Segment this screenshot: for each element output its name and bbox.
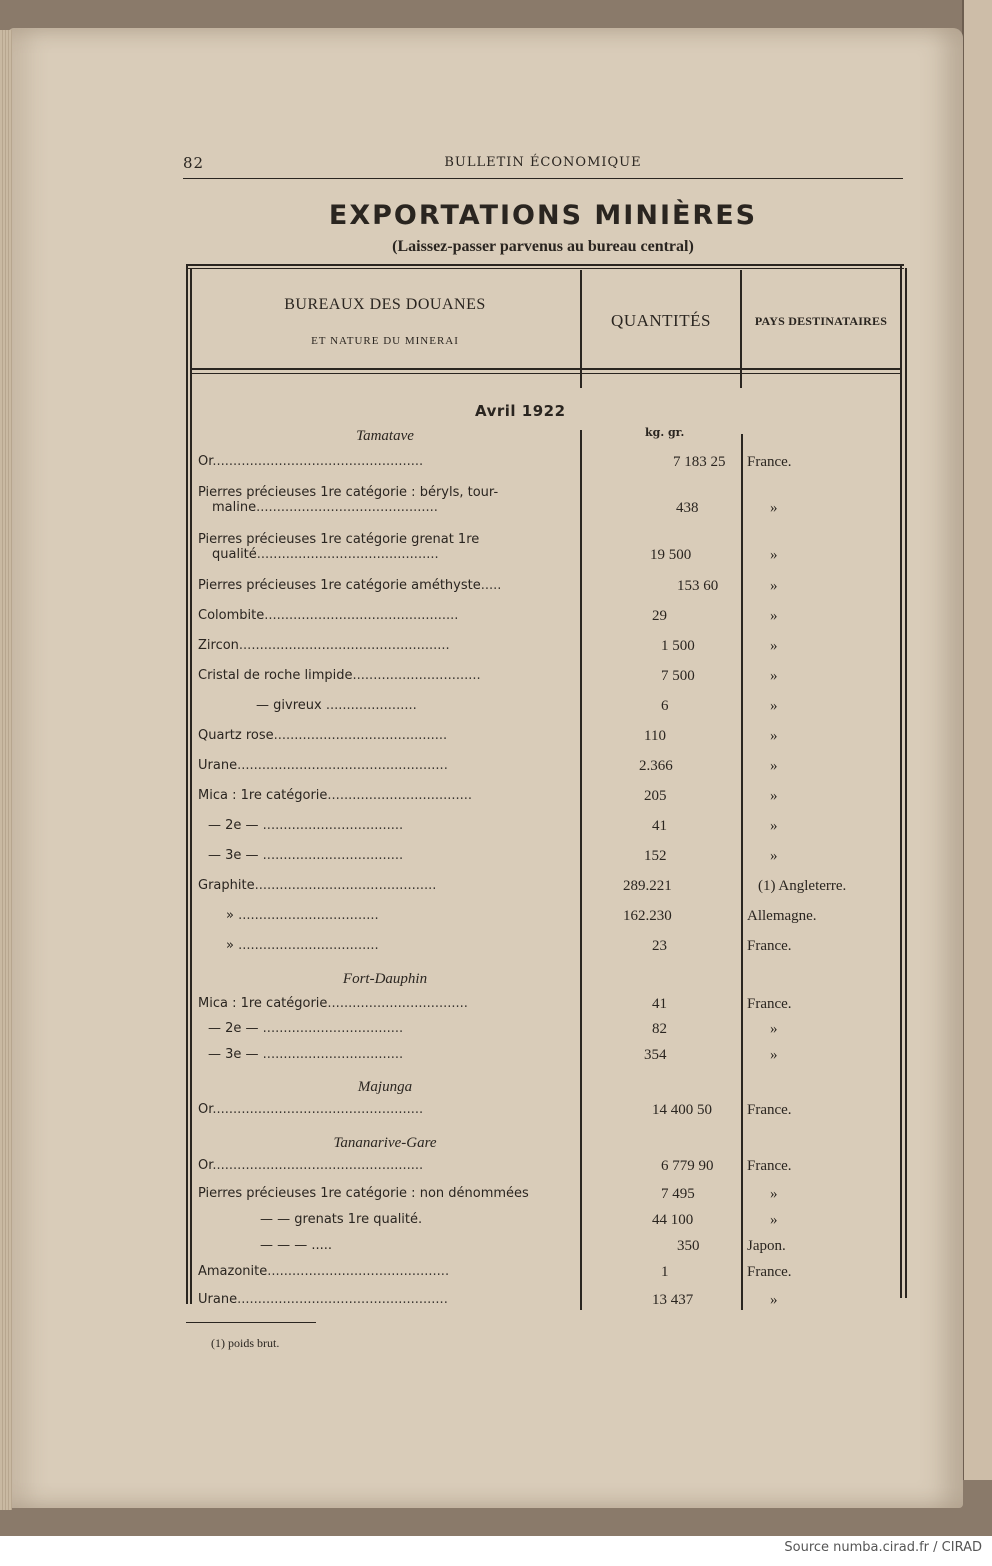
quantity-value: 152: [644, 848, 667, 864]
mineral-label: — 2e —: [208, 1021, 259, 1036]
mineral-label: maline: [212, 500, 257, 515]
table-row: » .................................. 23 France.: [198, 938, 898, 958]
destination-value: »: [770, 1047, 778, 1063]
mineral-label: »: [226, 908, 234, 923]
table-right-rule: [900, 264, 902, 1298]
header-bottom-rule-thin: [190, 373, 902, 374]
table-row: Mica : 1re catégorie.................................. 41 France.: [198, 996, 898, 1016]
header-rule: [183, 178, 903, 179]
mineral-label: Pierres précieuses 1re catégorie : non dénommées: [198, 1186, 529, 1201]
mineral-label: Mica : 1re catégorie: [198, 788, 328, 803]
table-row: — 3e — .................................. 152 »: [198, 848, 898, 868]
destination-value: »: [770, 578, 778, 594]
mineral-label: Graphite: [198, 878, 255, 893]
mineral-label: — 3e —: [208, 1047, 259, 1062]
mineral-label: Pierres précieuses 1re catégorie améthyste: [198, 578, 481, 593]
place-heading: Tamatave: [356, 428, 414, 444]
col-header-quantites: QUANTITÉS: [611, 311, 711, 330]
mineral-label: Or: [198, 1102, 213, 1117]
period-heading: Avril 1922: [475, 402, 566, 420]
table-row: Pierres précieuses 1re catégorie améthyste..... 153 60 »: [198, 578, 898, 598]
table-top-rule-thin: [186, 268, 904, 269]
running-head: [183, 154, 903, 176]
table-row: — 3e — .................................. 354 »: [198, 1047, 898, 1067]
table-row: Or................................................... 6 779 90 France.: [198, 1158, 898, 1178]
col-header-bureaux: BUREAUX DES DOUANES: [284, 296, 486, 313]
footnote-rule: [186, 1322, 316, 1323]
quantity-value: 82: [652, 1021, 667, 1037]
mineral-label: — givreux: [256, 698, 322, 713]
destination-value: Allemagne.: [747, 908, 817, 924]
destination-value: »: [770, 698, 778, 714]
adjacent-page-edge: [962, 0, 992, 1480]
quantity-value: 1: [661, 1264, 669, 1280]
quantity-value: 41: [652, 818, 667, 834]
place-heading: Majunga: [357, 1079, 413, 1095]
mineral-label: Quartz rose: [198, 728, 274, 743]
destination-value: »: [770, 1021, 778, 1037]
col2-header-divider: [740, 270, 742, 388]
mineral-label-line1: Pierres précieuses 1re catégorie grenat 1re: [198, 532, 480, 547]
table-row: Colombite............................................... 29 »: [198, 608, 898, 628]
table-row: [198, 1186, 898, 1206]
destination-value: France.: [747, 996, 792, 1012]
table-row: Cristal de roche limpide............................... 7 500 »: [198, 668, 898, 688]
mineral-label: Colombite: [198, 608, 265, 623]
quantity-value: 29: [652, 608, 667, 624]
mineral-label: Or: [198, 1158, 213, 1173]
table-row: Or................................................... 7 183 25 France.: [198, 454, 898, 474]
table-row: Mica : 1re catégorie................................... 205 »: [198, 788, 898, 808]
mineral-label: Zircon: [198, 638, 239, 653]
destination-value: »: [770, 728, 778, 744]
table-row: Pierres précieuses 1re catégorie : béryls, tour- maline............................................ 438 »: [198, 500, 898, 520]
destination-value: France.: [747, 938, 792, 954]
destination-value: France.: [747, 1102, 792, 1118]
table-row: [198, 1212, 898, 1232]
mineral-label: Or: [198, 454, 213, 469]
destination-value: (1) Angleterre.: [758, 878, 847, 894]
table-row: Graphite............................................ 289.221 (1) Angleterre.: [198, 878, 898, 898]
quantity-units: kg. gr.: [645, 426, 685, 439]
quantity-value: 110: [644, 728, 666, 744]
quantity-value: 7 495: [661, 1186, 695, 1202]
table-top-rule: [186, 264, 904, 266]
destination-value: »: [770, 1186, 778, 1202]
table-row: Quartz rose.......................................... 110 »: [198, 728, 898, 748]
footnote: (1) poids brut.: [211, 1336, 280, 1350]
place-heading: Fort-Dauphin: [342, 971, 428, 987]
table-row: Urane................................................... 2.366 »: [198, 758, 898, 778]
quantity-value: 23: [652, 938, 667, 954]
page-title: EXPORTATIONS MINIÈRES: [328, 200, 758, 231]
header-bottom-rule: [190, 368, 902, 370]
quantity-value: 2.366: [639, 758, 673, 774]
quantity-value: 7 500: [661, 668, 695, 684]
destination-value: »: [770, 848, 778, 864]
mineral-label: »: [226, 938, 234, 953]
destination-value: »: [770, 608, 778, 624]
destination-value: »: [770, 818, 778, 834]
mineral-label-line1: Pierres précieuses 1re catégorie : béryls, tour-: [198, 485, 499, 500]
quantity-value: 1 500: [661, 638, 695, 654]
page-subtitle: (Laissez-passer parvenus au bureau central): [392, 238, 694, 255]
place-heading: Tananarive-Gare: [333, 1135, 437, 1151]
col-header-nature: ET NATURE DU MINERAI: [311, 335, 459, 347]
source-credit: Source numba.cirad.fr / CIRAD: [784, 1540, 982, 1555]
quantity-value: 6 779 90: [661, 1158, 714, 1174]
destination-value: France.: [747, 1158, 792, 1174]
quantity-value: 162.230: [623, 908, 672, 924]
table-row: — 2e — .................................. 82 »: [198, 1021, 898, 1041]
destination-value: France.: [747, 454, 792, 470]
journal-title: BULLETIN ÉCONOMIQUE: [444, 155, 642, 170]
mineral-label: Cristal de roche limpide: [198, 668, 353, 683]
quantity-value: 7 183 25: [673, 454, 726, 470]
quantity-value: 41: [652, 996, 667, 1012]
table-row: Urane................................................... 13 437 »: [198, 1292, 898, 1312]
table-right-rule-outer: [905, 268, 907, 1298]
mineral-label: — — grenats 1re qualité.: [260, 1212, 423, 1227]
quantity-value: 350: [677, 1238, 700, 1254]
mineral-label: Urane: [198, 758, 238, 773]
quantity-value: 438: [676, 500, 699, 516]
col-header-pays: PAYS DESTINATAIRES: [754, 314, 888, 328]
page-stack-edge: [0, 30, 12, 1510]
quantity-value: 13 437: [652, 1292, 694, 1308]
mineral-label: — 2e —: [208, 818, 259, 833]
mineral-label: Urane: [198, 1292, 238, 1307]
table-row: [198, 1238, 898, 1258]
destination-value: »: [770, 638, 778, 654]
mineral-label: Amazonite: [198, 1264, 268, 1279]
destination-value: France.: [747, 1264, 792, 1280]
table-row: Pierres précieuses 1re catégorie grenat 1re qualité............................................ 19 500 »: [198, 547, 898, 567]
table-row: — givreux ...................... 6 »: [198, 698, 898, 718]
mineral-label: — — — .....: [260, 1238, 333, 1253]
quantity-value: 6: [661, 698, 669, 714]
destination-value: »: [770, 788, 778, 804]
quantity-value: 289.221: [623, 878, 672, 894]
table-left-rule: [186, 264, 188, 1304]
table-row: — 2e — .................................. 41 »: [198, 818, 898, 838]
destination-value: »: [770, 1212, 778, 1228]
destination-value: »: [770, 1292, 778, 1308]
quantity-value: 205: [644, 788, 667, 804]
quantity-value: 14 400 50: [652, 1102, 712, 1118]
quantity-value: 153 60: [677, 578, 719, 594]
mineral-label: qualité: [212, 547, 257, 562]
mineral-label: — 3e —: [208, 848, 259, 863]
quantity-value: 44 100: [652, 1212, 694, 1228]
table-row: Amazonite............................................ 1 France.: [198, 1264, 898, 1284]
table-row: Or................................................... 14 400 50 France.: [198, 1102, 898, 1122]
destination-value: »: [770, 500, 778, 516]
destination-value: Japon.: [747, 1238, 786, 1254]
quantity-value: 354: [644, 1047, 667, 1063]
table-row: » .................................. 162.230 Allemagne.: [198, 908, 898, 928]
quantity-value: 19 500: [650, 547, 692, 563]
mineral-label: Mica : 1re catégorie: [198, 996, 328, 1011]
destination-value: »: [770, 668, 778, 684]
table-row: Zircon................................................... 1 500 »: [198, 638, 898, 658]
destination-value: »: [770, 758, 778, 774]
page-number: 82: [183, 154, 205, 172]
destination-value: »: [770, 547, 778, 563]
